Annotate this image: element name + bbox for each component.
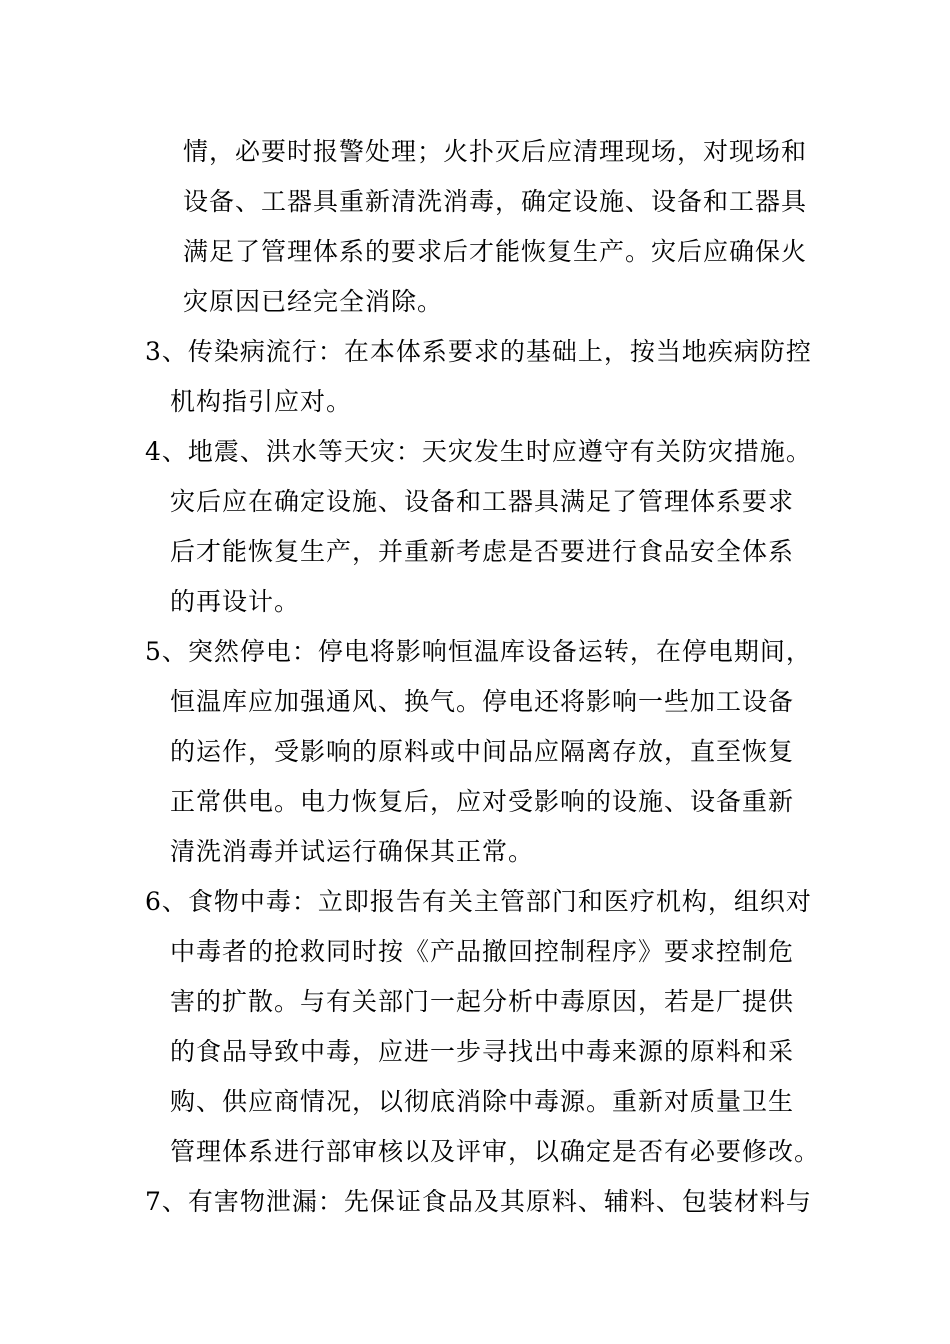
- text-line: 情，必要时报警处理；火扑灭后应清理现场，对现场和: [183, 137, 808, 166]
- list-item-text: 有害物泄漏：先保证食品及其原料、辅料、包装材料与: [187, 1187, 812, 1216]
- list-item-number: 4、: [145, 437, 188, 466]
- list-item-6-first-line: [145, 886, 812, 918]
- text-line: 管理体系进行部审核以及评审，以确定是否有必要修改。: [170, 1137, 821, 1166]
- text-line: 正常供电。电力恢复后，应对受影响的设施、设备重新: [170, 787, 795, 816]
- list-item-4-first-line: [145, 436, 812, 468]
- text-line: 灾原因已经完全消除。: [183, 287, 444, 316]
- text-line: 后才能恢复生产，并重新考虑是否要进行食品安全体系: [170, 537, 795, 566]
- text-line: 害的扩散。与有关部门一起分析中毒原因，若是厂提供: [170, 987, 795, 1016]
- text-line: 的食品导致中毒，应进一步寻找出中毒来源的原料和采: [170, 1037, 795, 1066]
- text-line: 的再设计。: [170, 587, 301, 616]
- text-line: 灾后应在确定设施、设备和工器具满足了管理体系要求: [170, 487, 795, 516]
- list-item-5-first-line: [145, 636, 812, 668]
- list-item-text: 地震、洪水等天灾：天灾发生时应遵守有关防灾措施。: [187, 437, 812, 466]
- list-item-number: 5、: [145, 637, 188, 666]
- list-item-text: 传染病流行：在本体系要求的基础上，按当地疾病防控: [187, 337, 812, 366]
- text-line: 中毒者的抢救同时按《产品撤回控制程序》要求控制危: [170, 937, 795, 966]
- text-line: 设备、工器具重新清洗消毒，确定设施、设备和工器具: [183, 187, 808, 216]
- text-line: 机构指引应对。: [170, 387, 353, 416]
- list-item-number: 6、: [145, 887, 188, 916]
- text-line: 恒温库应加强通风、换气。停电还将影响一些加工设备: [170, 687, 795, 716]
- list-item-text: 突然停电：停电将影响恒温库设备运转，在停电期间，: [187, 637, 812, 666]
- text-line: 的运作，受影响的原料或中间品应隔离存放，直至恢复: [170, 737, 795, 766]
- text-line: 清洗消毒并试运行确保其正常。: [170, 837, 535, 866]
- text-line: 购、供应商情况，以彻底消除中毒源。重新对质量卫生: [170, 1087, 795, 1116]
- list-item-7-first-line: [145, 1186, 812, 1218]
- list-item-text: 食物中毒：立即报告有关主管部门和医疗机构，组织对: [187, 887, 812, 916]
- list-item-number: 3、: [145, 337, 188, 366]
- list-item-3-first-line: [145, 336, 812, 368]
- text-line: 满足了管理体系的要求后才能恢复生产。灾后应确保火: [183, 237, 808, 266]
- list-item-number: 7、: [145, 1187, 188, 1216]
